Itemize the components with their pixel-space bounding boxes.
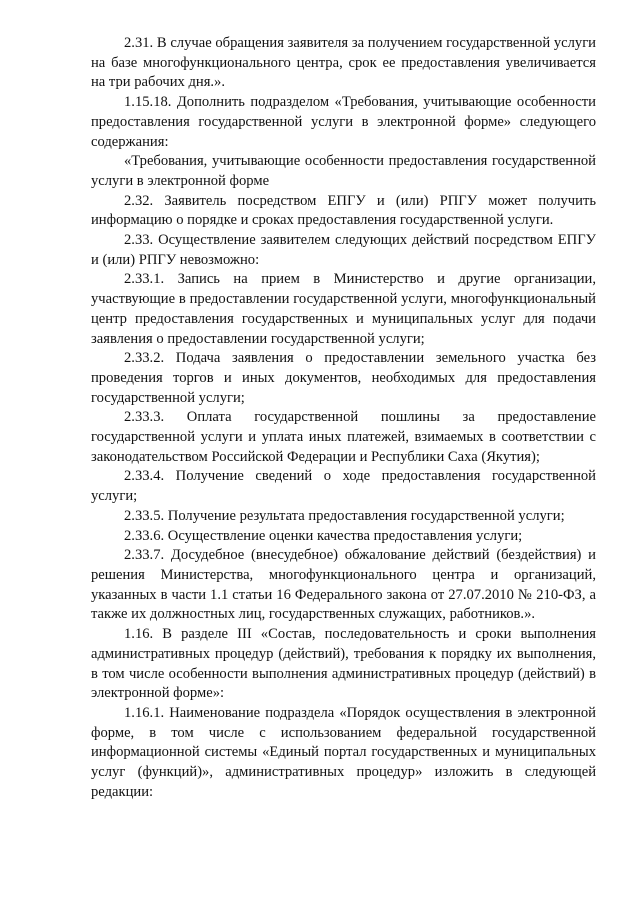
- paragraph-1-16-1: 1.16.1. Наименование подраздела «Порядок осуществления в электронной форме, в том числе с использованием федеральной государственной информационной системы «Единый портал государственных и муниципальных услуг (функций)», административных процедур» изложить в следующей редакции:: [91, 704, 596, 800]
- paragraph-2-33-5: 2.33.5. Получение результата предоставления государственной услуги;: [124, 507, 565, 524]
- paragraph-2-33-1: 2.33.1. Запись на прием в Министерство и другие организации, участвующие в предоставлении государственной услуги, многофункциональный центр предоставления государственных и муниципальных услуг для подачи заявления о предоставлении государственной услуги;: [91, 271, 596, 347]
- paragraph-requirements-heading: «Требования, учитывающие особенности предоставления государственной услуги в электронной форме: [91, 153, 596, 189]
- paragraph-2-33-4: 2.33.4. Получение сведений о ходе предоставления государственной услуги;: [91, 468, 596, 505]
- paragraph-2-33-6: 2.33.6. Осуществление оценки качества предоставления услуги;: [124, 527, 523, 544]
- document-page: [91, 34, 596, 802]
- paragraph-2-33-2: 2.33.2. Подача заявления о предоставлении земельного участка без проведения торгов и иных документов, необходимых для предоставления государственной услуги;: [91, 350, 596, 406]
- paragraph-1-16: 1.16. В разделе III «Состав, последовательность и сроки выполнения административных процедур (действий), требования к порядку их выполнения, в том числе особенности выполнения административных процедур (действий) в электронной форме»:: [91, 626, 596, 702]
- paragraph-2-32: 2.32. Заявитель посредством ЕПГУ и (или) РПГУ может получить информацию о порядке и сроках предоставления государственной услуги.: [91, 192, 596, 229]
- paragraph-2-33: 2.33. Осуществление заявителем следующих действий посредством ЕПГУ и (или) РПГУ невозможно:: [91, 232, 596, 268]
- paragraph-2-33-3: 2.33.3. Оплата государственной пошлины за предоставление государственной услуги и уплата иных платежей, взимаемых в соответствии с законодательством Российской Федерации и Республики Саха (Якутия);: [91, 409, 596, 465]
- paragraph-2-31: 2.31. В случае обращения заявителя за получением государственной услуги на базе многофункционального центра, срок ее предоставления увеличивается на три рабочих дня.».: [91, 35, 596, 91]
- paragraph-1-15-18: 1.15.18. Дополнить подразделом «Требования, учитывающие особенности предоставления государственной услуги в электронной форме» следующего содержания:: [91, 94, 596, 150]
- paragraph-2-33-7: 2.33.7. Досудебное (внесудебное) обжалование действий (бездействия) и решения Министерства, многофункционального центра и организаций, указанных в части 1.1 статьи 16 Федерального закона от 27.07.2010 № 210-ФЗ, а также их должностных лиц, государственных служащих, работников.».: [91, 547, 596, 623]
